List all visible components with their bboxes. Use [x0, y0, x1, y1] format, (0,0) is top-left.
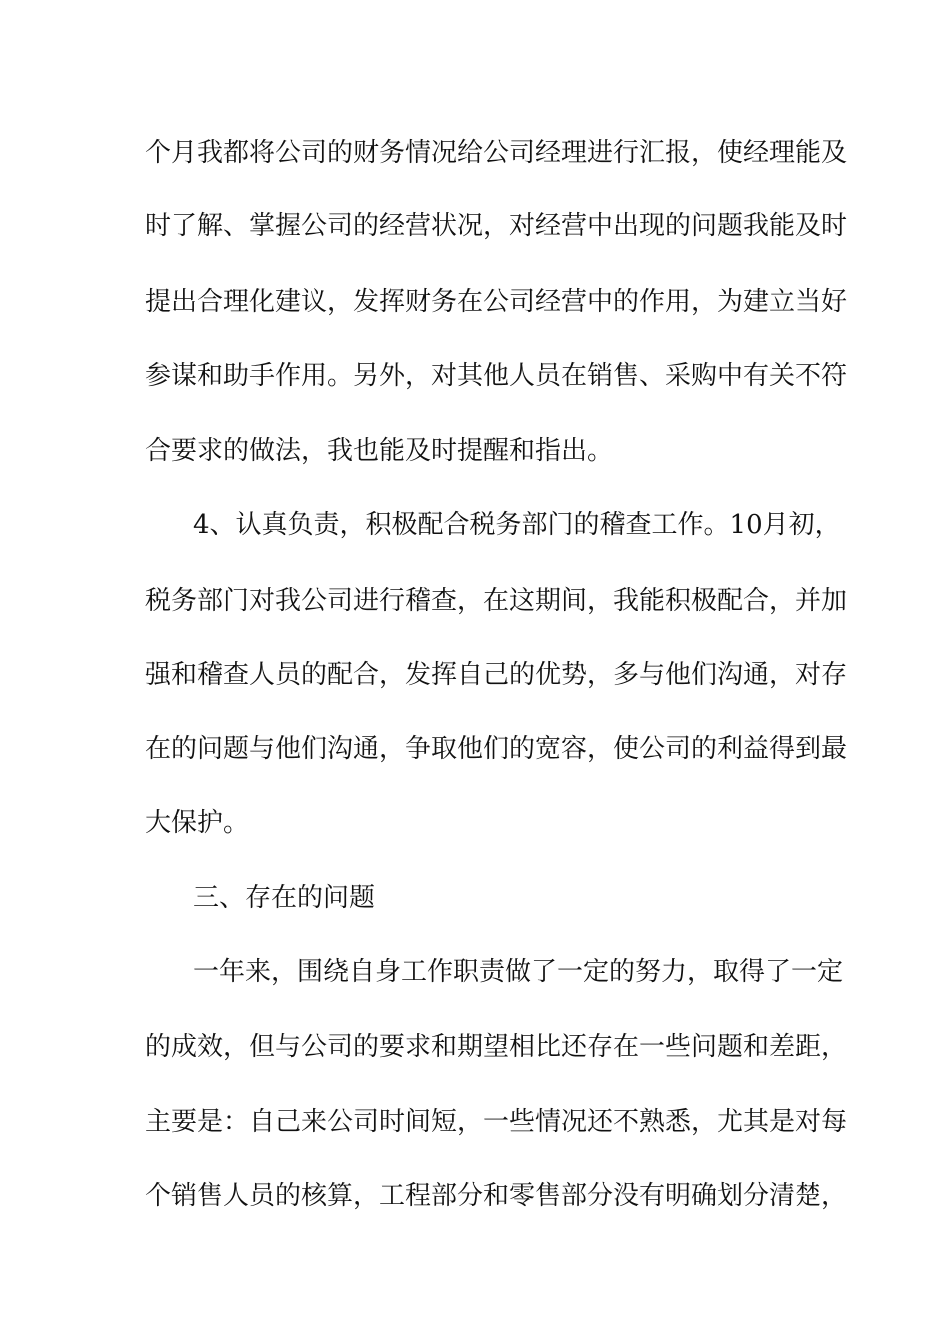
section-heading: 三、存在的问题	[193, 883, 376, 913]
text-line: 提出合理化建议，发挥财务在公司经营中的作用，为建立当好	[145, 287, 848, 317]
text-line: 主要是：自己来公司时间短，一些情况还不熟悉，尤其是对每	[145, 1107, 848, 1137]
text-line: 个月我都将公司的财务情况给公司经理进行汇报，使经理能及	[145, 138, 848, 168]
text-line: 强和稽查人员的配合，发挥自己的优势，多与他们沟通，对存	[145, 660, 848, 690]
text-line: 税务部门对我公司进行稽查，在这期间，我能积极配合，并加	[145, 586, 848, 616]
text-line: 时了解、掌握公司的经营状况，对经营中出现的问题我能及时	[145, 211, 848, 241]
text-line: 4、认真负责，积极配合税务部门的稽查工作。10月初，	[193, 510, 841, 540]
text-line: 在的问题与他们沟通，争取他们的宽容，使公司的利益得到最	[145, 734, 848, 764]
text-line: 合要求的做法，我也能及时提醒和指出。	[145, 436, 614, 466]
text-line: 大保护。	[145, 808, 250, 838]
text-line: 一年来，围绕自身工作职责做了一定的努力，取得了一定	[193, 957, 844, 987]
text-line: 个销售人员的核算，工程部分和零售部分没有明确划分清楚，	[145, 1181, 848, 1211]
text-line: 的成效，但与公司的要求和期望相比还存在一些问题和差距，	[145, 1032, 848, 1062]
text-line: 参谋和助手作用。另外，对其他人员在销售、采购中有关不符	[145, 361, 848, 391]
